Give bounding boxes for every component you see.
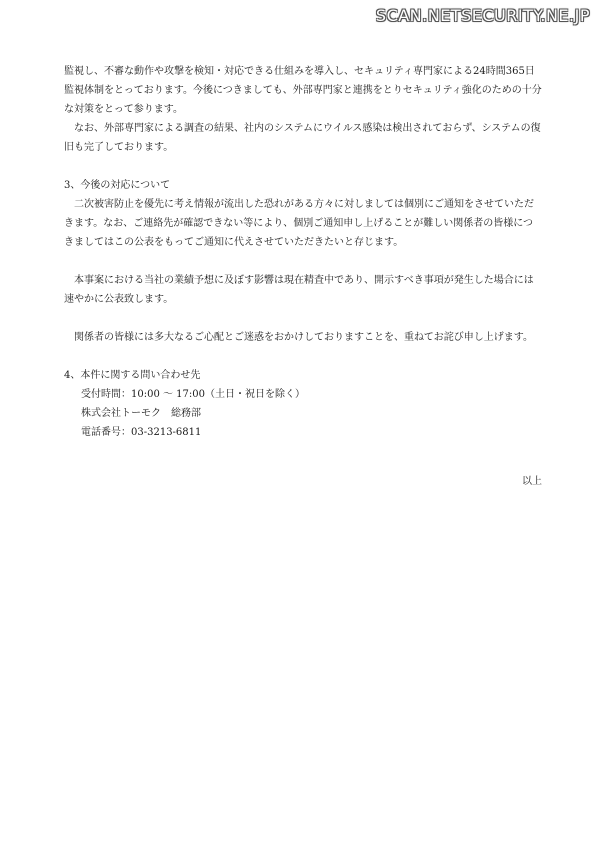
section-3-paragraph-3: 関係者の皆様には多大なるご心配とご迷惑をおかけしておりますことを、重ねてお詫び申し上げます。 <box>74 332 533 343</box>
section-4 <box>64 366 542 442</box>
contact-phone: 電話番号：03-3213-6811 <box>81 427 202 438</box>
section-3-paragraph-1: 二次被害防止を優先に考え情報が流出した恐れがある方々に対しましては個別にご通知をさせていただきます。なお、ご連絡先が確認できない等により、個別ご通知申し上げることが難しい関係者の皆様につきましてはこの公表をもってご通知に代えさせていただきたいと存じます。 <box>64 199 534 248</box>
section-4-heading: 4、本件に関する問い合わせ先 <box>64 370 201 381</box>
site-watermark: SCAN.NETSECURITY.NE.JP <box>375 6 590 25</box>
intro-paragraph-2: なお、外部専門家による調査の結果、社内のシステムにウイルス感染は検出されておらず、システムの復旧も完了しております。 <box>64 123 541 153</box>
intro-paragraph-1: 監視し、不審な動作や攻撃を検知・対応できる仕組みを導入し、セキュリティ専門家による24時間365日監視体制をとっております。今後につきましても、外部専門家と連携をとりセキュリティ強化のための十分な対策をとって参ります。 <box>64 66 542 115</box>
contact-company: 株式会社トーモク 総務部 <box>81 408 201 419</box>
document-page <box>64 62 542 491</box>
contact-hours: 受付時間：10:00 ～ 17:00（土日・祝日を除く） <box>81 389 305 400</box>
section-3-heading: 3、今後の対応について <box>64 180 171 191</box>
closing-text: 以上 <box>522 476 542 487</box>
section-3-paragraph-2: 本事案における当社の業績予想に及ぼす影響は現在精査中であり、開示すべき事項が発生した場合には速やかに公表致します。 <box>64 275 534 305</box>
